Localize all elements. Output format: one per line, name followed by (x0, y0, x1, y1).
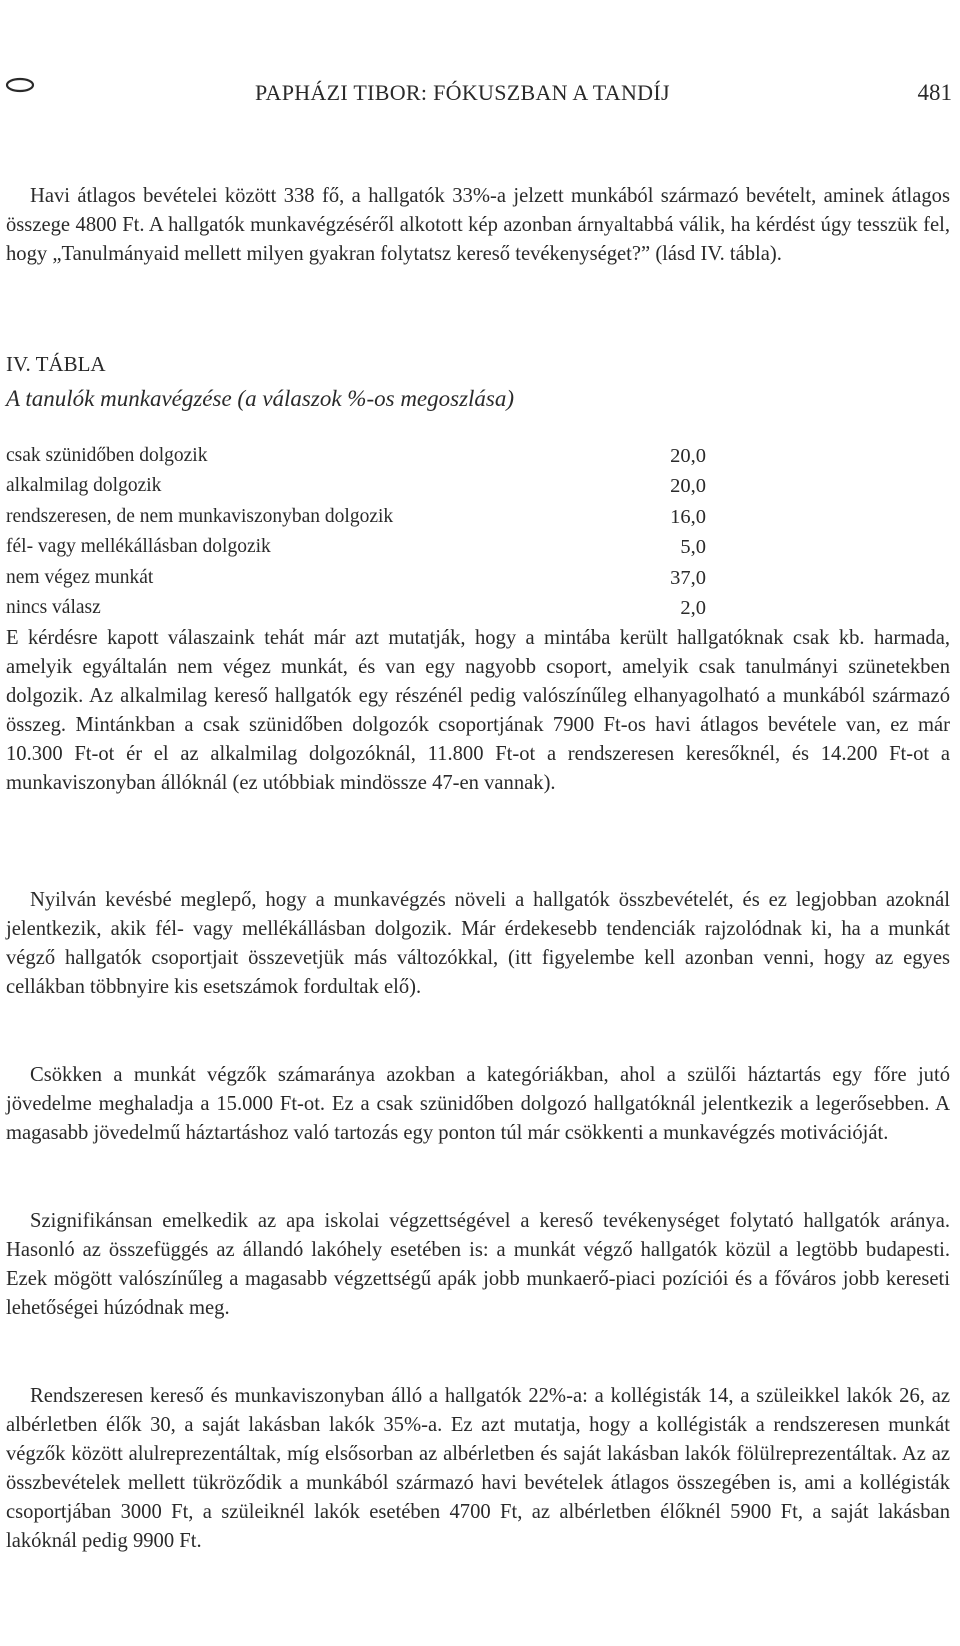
table-row (6, 441, 706, 471)
table-row-value: 2,0 (680, 596, 706, 619)
body-paragraph: Nyilván kevésbé meglepő, hogy a munkavégzés növeli a hallgatók összbevételét, és ez legjobban azoknál jelentkezik, akik fél- vagy mellékállásban dolgozik. Már érdekesebb tendenciák rajzolódnak ki, ha a munkát végző hallgatók csoportjait összevetjük más változókkal, (itt figyelembe kell azonban venni, hogy az egyes cellákban többnyire kis esetszámok fordultak elő). (6, 889, 950, 999)
table-label: IV. TÁBLA (6, 352, 106, 376)
table-row-label: rendszeresen, de nem munkaviszonyban dolgozik (6, 505, 394, 527)
table-row (6, 471, 706, 501)
table-row-value: 16,0 (670, 505, 706, 528)
body-paragraph: Szignifikánsan emelkedik az apa iskolai végzettségével a kereső tevékenységet folytató hallgatók aránya. Hasonló az összefüggés az állandó lakóhely esetében is: a munkát végző hallgatók közül a legtöbb budapesti. Ezek mögött valószínűleg a magasabb végzettségű apák jobb munkaerő-piaci pozíciói és a főváros jobb kereseti lehetőségei húzódnak meg. (6, 1210, 950, 1320)
table-title: A tanulók munkavégzése (a válaszok %-os megoszlása) (6, 386, 515, 411)
table-row-label: fél- vagy mellékállásban dolgozik (6, 536, 271, 558)
body-paragraph: E kérdésre kapott válaszaink tehát már azt mutatják, hogy a mintába került hallgatóknak csak kb. harmada, amelyik egyáltalán nem végez munkát, és van egy nagyobb csoport, amelyik csak tanulmányi szünetekben dolgozik. Az alkalmilag kereső hallgatók egy részénél pedig valószínűleg elhanyagolható a munkából származó összeg. Mintánkban a csak szünidőben dolgozók csoportjának 7900 Ft-os havi átlagos bevétele van, ez már 10.300 Ft-ot ér el az alkalmilag dolgozóknál, 11.800 Ft-ot a rendszeresen keresőknél, és 14.200 Ft-ot a munkaviszonyban állóknál (ez utóbbiak mindössze 47-en vannak). (6, 627, 950, 795)
table-row (6, 593, 706, 623)
table-row-label: nincs válasz (6, 596, 101, 618)
table-row-value: 20,0 (670, 445, 706, 467)
table-row-value: 37,0 (670, 566, 706, 589)
body-paragraph: Rendszeresen kereső és munkaviszonyban álló a hallgatók 22%-a: a kollégisták 14, a szüleikkel lakók 26, az albérletben élők 30, a saját lakásban lakók 35%-a. Ez azt mutatja, hogy a kollégisták a rendszeresen munkát végzők között alulreprezentáltak, míg elsősorban az albérletben és saját lakásban lakók fölülreprezentáltak. Az az összbevételek mellett tükröződik a munkából származó havi bevételek átlagos összegében is, ami a kollégisták csoportjában 3000 Ft, a szüleiknél lakók esetében 4700 Ft, az albérletben élőknél 5900 Ft, a saját lakásban lakóknál pedig 9900 Ft. (6, 1385, 950, 1553)
running-head: PAPHÁZI TIBOR: FÓKUSZBAN A TANDÍJ (255, 80, 670, 105)
body-paragraph: Csökken a munkát végzők számaránya azokban a kategóriákban, ahol a szülői háztartás egy főre jutó jövedelme meghaladja a 15.000 Ft-ot. Ez a csak szünidőben dolgozó hallgatóknál jelentkezik a legerősebben. A magasabb jövedelmű háztartáshoz való tartozás egy ponton túl már csökkenti a munkavégzés motivációját. (6, 1064, 950, 1145)
page-number: 481 (917, 80, 952, 105)
table-row (6, 502, 706, 532)
table-row (6, 532, 706, 562)
oval-ornament-icon (4, 76, 36, 94)
data-table (6, 441, 706, 623)
table-row-label: nem végez munkát (6, 566, 154, 588)
table-row-value: 5,0 (680, 536, 706, 559)
table-row-label: alkalmilag dolgozik (6, 475, 162, 497)
intro-paragraph: Havi átlagos bevételei között 338 fő, a hallgatók 33%-a jelzett munkából származó bevételt, aminek átlagos összege 4800 Ft. A hallgatók munkavégzéséről alkotott kép azonban árnyaltabbá válik, ha kérdést úgy tesszük fel, hogy „Tanulmányaid mellett milyen gyakran folytatsz kereső tevékenységet?” (lásd IV. tábla). (6, 185, 950, 266)
table-row-value: 20,0 (670, 475, 706, 498)
table-row (6, 563, 706, 593)
table-row-label: csak szünidőben dolgozik (6, 445, 208, 466)
